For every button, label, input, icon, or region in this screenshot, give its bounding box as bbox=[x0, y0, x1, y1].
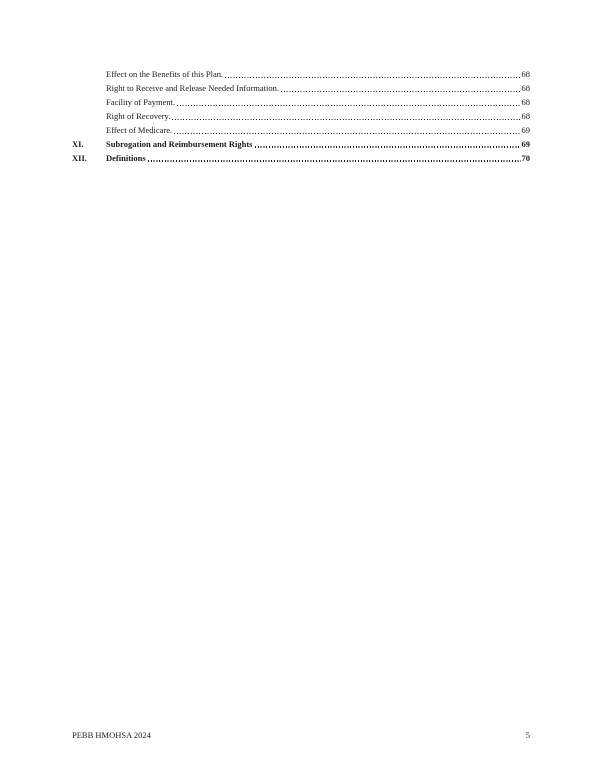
dot-leader bbox=[172, 109, 521, 123]
toc-entry-title: Facility of Payment. bbox=[106, 97, 176, 107]
toc-entry-title: Right to Receive and Release Needed Information. bbox=[106, 83, 280, 93]
toc-entry-title: Subrogation and Reimbursement Rights bbox=[106, 139, 253, 149]
toc-entry bbox=[72, 109, 530, 123]
dot-leader bbox=[255, 137, 522, 151]
toc-entry-page: 70 bbox=[521, 153, 530, 163]
page-footer bbox=[72, 729, 530, 741]
toc-entry-page: 69 bbox=[521, 139, 530, 149]
toc-entry bbox=[72, 123, 530, 137]
toc-entry-numeral: XII. bbox=[72, 153, 87, 163]
toc-entry bbox=[72, 137, 530, 151]
dot-leader bbox=[225, 67, 521, 81]
toc-entry bbox=[72, 151, 530, 165]
toc-entry bbox=[72, 67, 530, 81]
toc-entry-title: Right of Recovery. bbox=[106, 111, 171, 121]
dot-leader bbox=[281, 81, 521, 95]
toc-entry bbox=[72, 81, 530, 95]
footer-page-number: 5 bbox=[525, 730, 530, 740]
toc-entry-page: 68 bbox=[521, 69, 530, 79]
toc-entry-page: 68 bbox=[521, 83, 530, 93]
toc-entry-title: Effect on the Benefits of this Plan. bbox=[106, 69, 224, 79]
toc-entry-page: 68 bbox=[521, 111, 530, 121]
toc-entry-title: Effect of Medicare. bbox=[106, 125, 173, 135]
toc-entry bbox=[72, 95, 530, 109]
dot-leader bbox=[174, 123, 521, 137]
toc-entry-page: 69 bbox=[521, 125, 530, 135]
toc-entry-title: Definitions bbox=[106, 153, 146, 163]
dot-leader bbox=[177, 95, 521, 109]
toc-entry-numeral: XI. bbox=[72, 139, 84, 149]
dot-leader bbox=[148, 151, 522, 165]
toc-entry-page: 68 bbox=[521, 97, 530, 107]
footer-document-id: PEBB HMOHSA 2024 bbox=[72, 730, 151, 740]
table-of-contents bbox=[72, 67, 530, 165]
